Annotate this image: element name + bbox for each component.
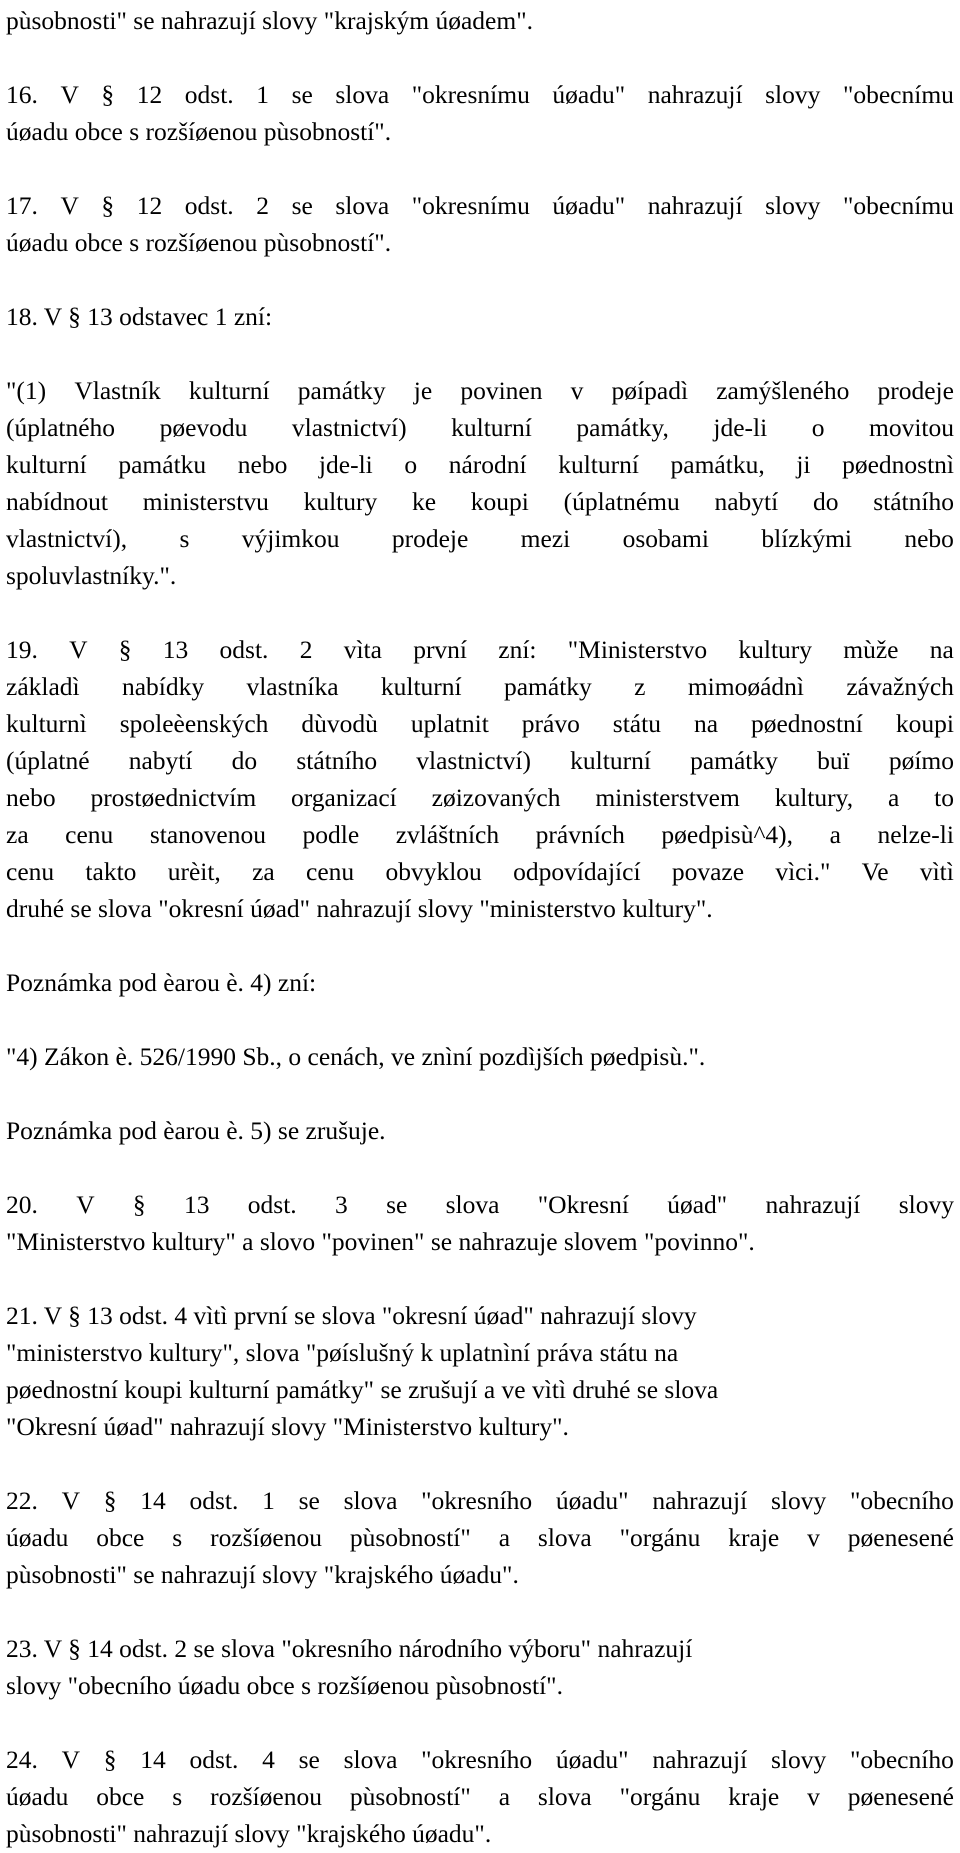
word: nabytí (128, 746, 193, 775)
paragraph-spacer (6, 1704, 954, 1741)
word: nahrazují (652, 1486, 748, 1515)
word: "orgánu (619, 1782, 701, 1811)
word: o (811, 413, 825, 442)
text-line (6, 631, 954, 668)
text-line (6, 1519, 954, 1556)
word: odst. (184, 80, 234, 109)
text-line: 18. V § 13 odstavec 1 zní: (6, 302, 273, 331)
paragraph (6, 1112, 954, 1149)
word: nabídky (121, 672, 205, 701)
word: pùsobností" (349, 1523, 471, 1552)
word: pùsobností" (349, 1782, 471, 1811)
word: vìci." (775, 857, 831, 886)
word: prodeje (391, 524, 469, 553)
word: blízkými (761, 524, 852, 553)
word: úøadu" (552, 80, 626, 109)
word: movitou (868, 413, 954, 442)
word: "okresnímu (411, 191, 530, 220)
word: na (693, 709, 719, 738)
word: státního (873, 487, 954, 516)
text-line: pùsobnosti" se nahrazují slovy "krajského úøadu". (6, 1560, 519, 1589)
word: 17. (6, 191, 38, 220)
word: pøípadì (611, 376, 689, 405)
word: a (498, 1782, 511, 1811)
word: (úplatného (6, 413, 116, 442)
word: nabytí (714, 487, 779, 516)
text-line: spoluvlastníky.". (6, 561, 177, 590)
word: spoleèenských (119, 709, 269, 738)
paragraph (6, 631, 954, 927)
word: odpovídající (513, 857, 641, 886)
word: V (61, 1486, 81, 1515)
paragraph-spacer (6, 1149, 954, 1186)
text-line: slovy "obecního úøadu obce s rozšíøenou pùsobností". (6, 1671, 563, 1700)
word: "obecnímu (842, 80, 954, 109)
word: úøadu (6, 1523, 69, 1552)
word: nahrazují (647, 191, 743, 220)
word: 14 (140, 1486, 166, 1515)
word: kulturní (188, 376, 270, 405)
text-line (6, 742, 954, 779)
word: základì (6, 672, 80, 701)
word: kulturní (380, 672, 462, 701)
word: právo (521, 709, 580, 738)
word: dùvodù (301, 709, 378, 738)
word: osobami (622, 524, 709, 553)
word: a (829, 820, 841, 849)
word: V (60, 80, 79, 109)
word: "okresního (421, 1486, 533, 1515)
text-line: Poznámka pod èarou è. 5) se zrušuje. (6, 1116, 386, 1145)
word: na (929, 635, 954, 664)
text-line (6, 187, 954, 224)
word: slova (537, 1782, 592, 1811)
word: pøedpisù^4), (661, 820, 794, 849)
word: nahrazují (647, 80, 743, 109)
text-line (6, 372, 954, 409)
paragraph (6, 1482, 954, 1593)
paragraph-spacer (6, 335, 954, 372)
word: koupi (470, 487, 529, 516)
word: se (386, 1190, 408, 1219)
word: 1 (256, 80, 269, 109)
paragraph-spacer (6, 1075, 954, 1112)
word: ke (411, 487, 437, 516)
paragraph (6, 298, 954, 335)
word: památku (118, 450, 207, 479)
word: slovy (898, 1190, 954, 1219)
text-line: pøednostní koupi kulturní památky" se zrušují a ve vìtì druhé se slova (6, 1375, 719, 1404)
word: vìtì (919, 857, 954, 886)
word: za (252, 857, 275, 886)
text-line (6, 853, 954, 890)
word: památky (503, 672, 592, 701)
word: nebo (6, 783, 56, 812)
paragraph-spacer (6, 594, 954, 631)
word: památky (297, 376, 386, 405)
word: s (179, 524, 190, 553)
word: "obecního (849, 1745, 954, 1774)
word: za (6, 820, 29, 849)
word: uplatnit (410, 709, 489, 738)
word: státního (296, 746, 378, 775)
word: buï (817, 746, 850, 775)
word: kulturní (6, 450, 87, 479)
word: slova (445, 1190, 500, 1219)
word: odst. (189, 1745, 239, 1774)
word: cenu (6, 857, 55, 886)
word: se (298, 1745, 320, 1774)
text-line (6, 779, 954, 816)
word: jde-li (318, 450, 373, 479)
word: úøadu" (552, 191, 626, 220)
paragraph (6, 372, 954, 594)
text-line (6, 409, 954, 446)
word: stanovenou (149, 820, 266, 849)
word: mezi (520, 524, 571, 553)
word: slovy (765, 191, 821, 220)
word: slova (335, 80, 390, 109)
word: 16. (6, 80, 38, 109)
paragraph (6, 1038, 954, 1075)
word: a (498, 1523, 511, 1552)
word: obvyklou (385, 857, 482, 886)
word: ministerstvem (595, 783, 740, 812)
word: Ve (861, 857, 889, 886)
word: 2 (299, 635, 313, 664)
word: zní: (498, 635, 537, 664)
word: 1 (262, 1486, 275, 1515)
word: kultury (738, 635, 813, 664)
word: 24. (6, 1745, 38, 1774)
word: 13 (183, 1190, 210, 1219)
word: 22. (6, 1486, 38, 1515)
word: 13 (162, 635, 189, 664)
word: pøednostní (750, 709, 863, 738)
word: odst. (184, 191, 234, 220)
word: kulturní (570, 746, 651, 775)
word: kultury (303, 487, 378, 516)
word: nahrazují (652, 1745, 748, 1774)
word: "okresnímu (411, 80, 530, 109)
text-line (6, 668, 954, 705)
word: slova (343, 1486, 398, 1515)
word: právních (535, 820, 625, 849)
word: § (118, 635, 132, 664)
word: pøednostnì (842, 450, 954, 479)
word: slova (537, 1523, 592, 1552)
word: Vlastník (74, 376, 161, 405)
paragraph (6, 76, 954, 150)
word: památky (690, 746, 778, 775)
text-line: úøadu obce s rozšíøenou pùsobností". (6, 228, 392, 257)
word: odst. (189, 1486, 239, 1515)
word: prostøednictvím (90, 783, 257, 812)
paragraph-spacer (6, 1260, 954, 1297)
text-line: druhé se slova "okresní úøad" nahrazují slovy "ministerstvo kultury". (6, 894, 713, 923)
word: 20. (6, 1190, 38, 1219)
text-line: pùsobnosti" nahrazují slovy "krajského úøadu". (6, 1819, 492, 1848)
paragraph (6, 964, 954, 1001)
word: zvláštních (395, 820, 500, 849)
word: kraje (728, 1523, 780, 1552)
word: § (101, 80, 115, 109)
word: povaze (671, 857, 745, 886)
word: "okresního (421, 1745, 533, 1774)
word: obce (96, 1523, 145, 1552)
text-line (6, 483, 954, 520)
word: "obecnímu (842, 191, 954, 220)
word: povinen (460, 376, 543, 405)
word: V (69, 635, 88, 664)
word: s (172, 1523, 183, 1552)
word: 12 (136, 191, 163, 220)
word: ministerstvu (142, 487, 269, 516)
word: se (291, 80, 313, 109)
word: "obecního (849, 1486, 954, 1515)
word: obce (96, 1782, 145, 1811)
text-line (6, 1741, 954, 1778)
word: kraje (728, 1782, 780, 1811)
word: z (634, 672, 646, 701)
word: odst. (219, 635, 269, 664)
word: úøadu (6, 1782, 69, 1811)
word: urèit, (167, 857, 221, 886)
word: památky, (576, 413, 669, 442)
word: 14 (140, 1745, 166, 1774)
word: § (132, 1190, 146, 1219)
word: úøad" (667, 1190, 728, 1219)
word: 19. (6, 635, 38, 664)
word: v (570, 376, 584, 405)
word: § (101, 191, 115, 220)
word: nebo (237, 450, 288, 479)
paragraph (6, 187, 954, 261)
text-line: "ministerstvo kultury", slova "pøíslušný k uplatnìní práva státu na (6, 1338, 679, 1367)
word: vìta (343, 635, 382, 664)
paragraph-spacer (6, 261, 954, 298)
paragraph (6, 2, 954, 39)
word: výjimkou (241, 524, 340, 553)
word: kulturnì (6, 709, 87, 738)
word: do (231, 746, 258, 775)
word: nabídnout (6, 487, 108, 516)
word: první (413, 635, 468, 664)
word: podle (302, 820, 360, 849)
word: slova (335, 191, 390, 220)
text-line (6, 446, 954, 483)
word: jde-li (713, 413, 768, 442)
text-line: 23. V § 14 odst. 2 se slova "okresního národního výboru" nahrazují (6, 1634, 693, 1663)
text-line: "Okresní úøad" nahrazují slovy "Ministerstvo kultury". (6, 1412, 569, 1441)
text-line (6, 1186, 954, 1223)
paragraph-spacer (6, 39, 954, 76)
word: koupi (895, 709, 954, 738)
word: nahrazují (765, 1190, 861, 1219)
paragraph-spacer (6, 927, 954, 964)
word: slovy (765, 80, 821, 109)
word: cenu (65, 820, 114, 849)
word: do (812, 487, 839, 516)
word: pøenesené (847, 1523, 954, 1552)
paragraph-spacer (6, 150, 954, 187)
word: mimoøádnì (687, 672, 804, 701)
paragraph (6, 1297, 954, 1445)
word: vlastnictví) (416, 746, 531, 775)
text-line: 21. V § 13 odst. 4 vìtì první se slova "okresní úøad" nahrazují slovy (6, 1301, 697, 1330)
word: státu (612, 709, 661, 738)
word: památku, (670, 450, 765, 479)
text-line (6, 816, 954, 853)
word: rozšíøenou (210, 1782, 322, 1811)
word: takto (85, 857, 137, 886)
word: a (887, 783, 900, 812)
word: "orgánu (619, 1523, 701, 1552)
text-line (6, 76, 954, 113)
word: V (60, 191, 79, 220)
word: nelze-li (877, 820, 954, 849)
word: kultury, (774, 783, 854, 812)
word: § (103, 1486, 117, 1515)
word: § (103, 1745, 117, 1774)
word: v (807, 1523, 820, 1552)
word: slovy (770, 1745, 827, 1774)
word: vlastníka (246, 672, 339, 701)
text-line (6, 520, 954, 557)
text-line: Poznámka pod èarou è. 4) zní: (6, 968, 317, 997)
word: "Okresní (537, 1190, 629, 1219)
text-line (6, 1482, 954, 1519)
word: úøadu" (555, 1486, 629, 1515)
word: zamýšleného (716, 376, 850, 405)
paragraph-spacer (6, 1593, 954, 1630)
word: je (413, 376, 433, 405)
paragraph-spacer (6, 1001, 954, 1038)
paragraph (6, 1630, 954, 1704)
paragraph (6, 1741, 954, 1852)
word: "(1) (6, 376, 47, 405)
word: mùže (843, 635, 899, 664)
text-line: úøadu obce s rozšíøenou pùsobností". (6, 117, 392, 146)
word: V (76, 1190, 95, 1219)
word: slova (343, 1745, 398, 1774)
word: kulturní (558, 450, 639, 479)
word: úøadu" (555, 1745, 629, 1774)
word: pøímo (888, 746, 954, 775)
word: zøizovaných (431, 783, 561, 812)
word: ji (796, 450, 811, 479)
word: kulturní (451, 413, 532, 442)
word: (úplatnému (563, 487, 680, 516)
text-line: pùsobnosti" se nahrazují slovy "krajským úøadem". (6, 6, 533, 35)
word: V (61, 1745, 81, 1774)
word: cenu (306, 857, 355, 886)
text-line: "Ministerstvo kultury" a slovo "povinen" se nahrazuje slovem "povinno". (6, 1227, 755, 1256)
word: 12 (136, 80, 163, 109)
word: 3 (335, 1190, 348, 1219)
word: závažných (846, 672, 954, 701)
paragraph-spacer (6, 1445, 954, 1482)
word: národní (448, 450, 527, 479)
word: pøevodu (159, 413, 248, 442)
word: se (291, 191, 313, 220)
text-line: "4) Zákon è. 526/1990 Sb., o cenách, ve znìní pozdìjších pøedpisù.". (6, 1042, 706, 1071)
word: 4 (262, 1745, 275, 1774)
text-line (6, 1778, 954, 1815)
word: s (172, 1782, 183, 1811)
word: v (807, 1782, 820, 1811)
word: (úplatné (6, 746, 90, 775)
word: o (404, 450, 418, 479)
word: nebo (904, 524, 954, 553)
word: se (298, 1486, 320, 1515)
word: 2 (256, 191, 269, 220)
paragraph (6, 1186, 954, 1260)
word: "Ministerstvo (567, 635, 708, 664)
word: vlastnictví) (291, 413, 407, 442)
word: organizací (291, 783, 397, 812)
word: vlastnictví), (6, 524, 128, 553)
word: rozšíøenou (210, 1523, 322, 1552)
word: pøenesené (847, 1782, 954, 1811)
word: to (934, 783, 954, 812)
text-line (6, 705, 954, 742)
word: slovy (770, 1486, 827, 1515)
word: odst. (247, 1190, 297, 1219)
word: prodeje (877, 376, 954, 405)
